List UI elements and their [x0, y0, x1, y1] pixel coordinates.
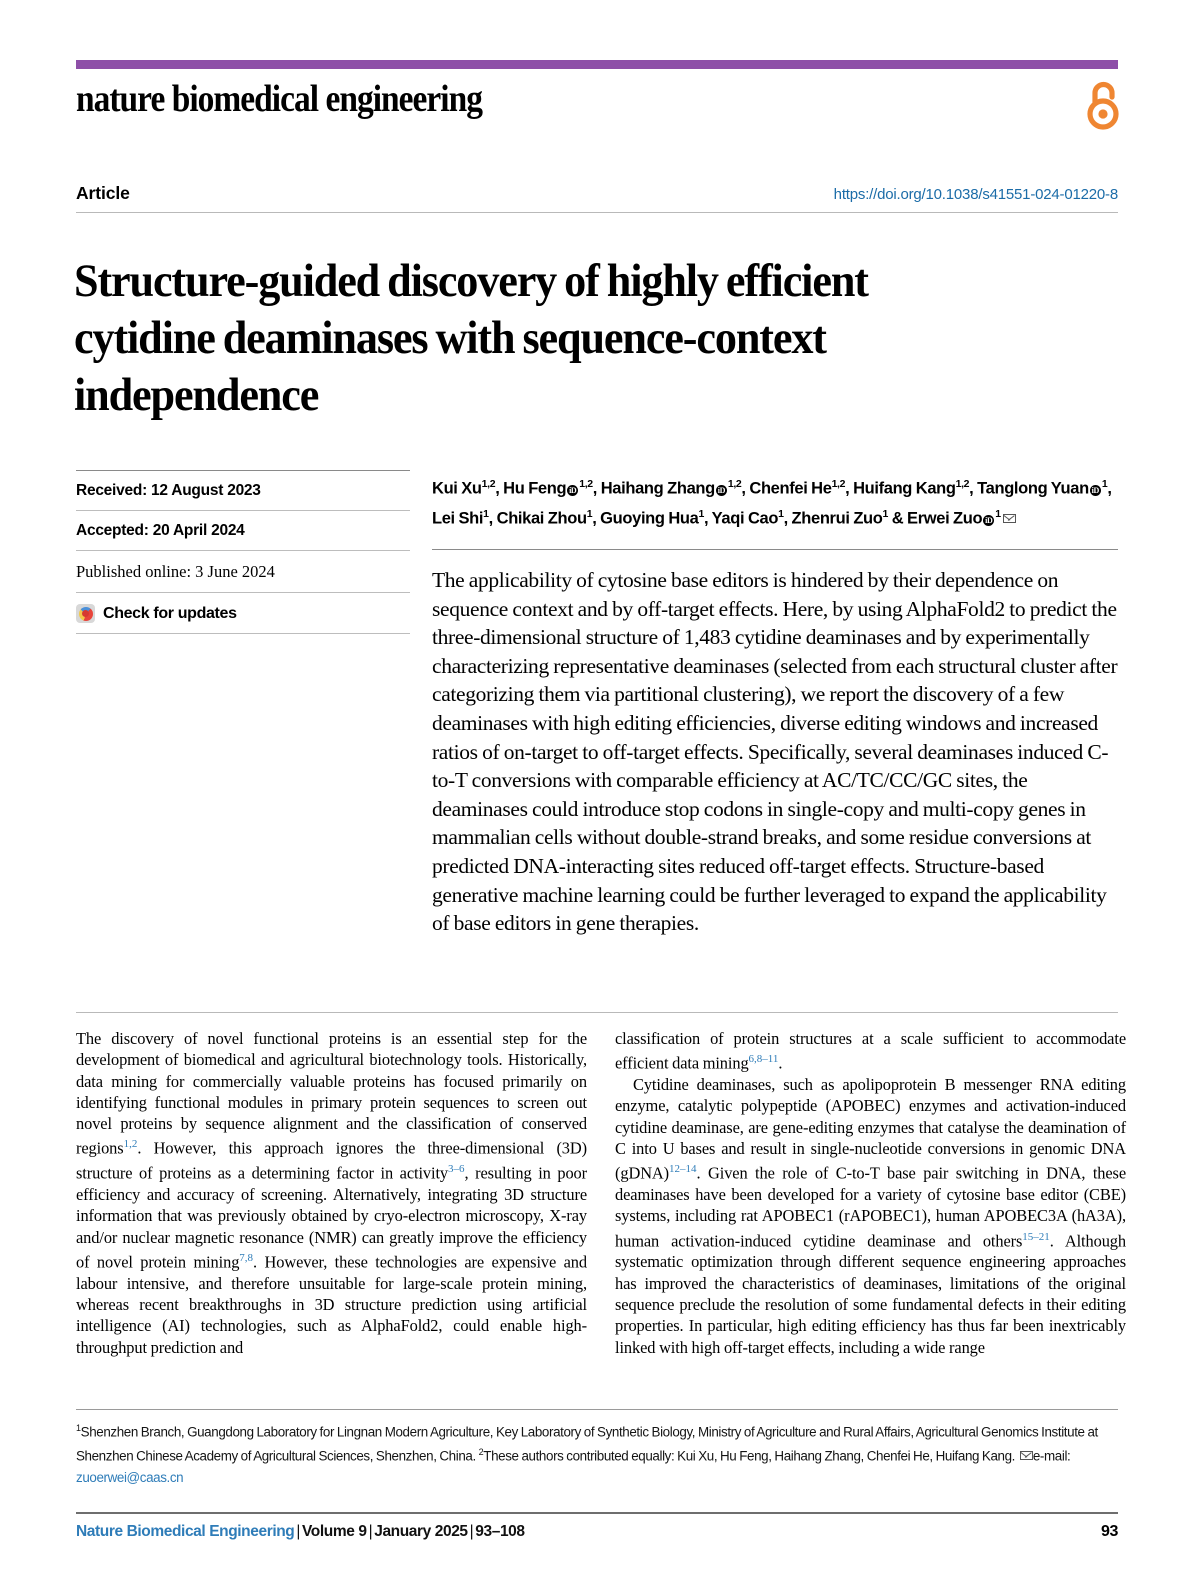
author-name: , Chenfei He — [741, 479, 832, 498]
paragraph-text: The discovery of novel functional proteins is an essential step for the development of biomedical and agricultural biotechnology tools. Historically, data mining for commercially valuable proteins has focused primarily on identifying functional modules in primary protein sequences to screen out novel proteins by sequence alignment and the classification of conserved regions — [76, 1029, 587, 1158]
check-for-updates-label: Check for updates — [103, 604, 237, 622]
citation-ref[interactable]: 15–21 — [1022, 1230, 1050, 1243]
author-affiliation-marker: 1,2 — [579, 478, 593, 490]
paragraph-text: . However, this approach ignores the three-dimensional (3D) structure of proteins as a determining factor in activity — [76, 1138, 587, 1183]
citation-ref[interactable]: 7,8 — [239, 1251, 254, 1264]
author-affiliation-marker: 1,2 — [955, 478, 970, 490]
envelope-icon — [1020, 1451, 1033, 1460]
footer-divider — [76, 1512, 1118, 1514]
abstract-text: The applicability of cytosine base editors is hindered by their dependence on sequence context and by off-target effects. Here, by using AlphaFold2 to predict the three-dimensional structure of 1,483 cytidine deaminases and by experimentally characterizing representative deaminases (selected from each structural cluster after categorizing them via partitional clustering), we report the discovery of a few deaminases with high editing efficiencies, diverse editing windows and increased ratios of on-target to off-target effects. Specifically, several deaminases induced C-to-T conversions with comparable efficiency at AC/TC/CC/GC sites, the deaminases could introduce stop codons in single-copy and multi-copy genes in mammalian cells without double-strand breaks, and some residue conversions at predicted DNA-interacting sites reduced off-target effects. Structure-based generative machine learning could be further leveraged to expand the applicability of base editors in gene therapies. — [432, 568, 1118, 936]
doi-link[interactable]: https://doi.org/10.1038/s41551-024-01220-8 — [833, 186, 1118, 203]
affiliations-block — [76, 1418, 1122, 1488]
affiliations-divider — [76, 1409, 1118, 1410]
paragraph-text: Cytidine deaminases, such as apolipoprotein B messenger RNA editing enzyme, catalytic polypeptide (APOBEC) enzymes and activation-induced cytidine deaminase, are gene-editing enzymes that catalyse the deamination of C into U bases and result in single-nucleotide conversions in genomic DNA (gDNA) — [615, 1075, 1126, 1183]
paragraph-text: . However, these technologies are expensive and labour intensive, and therefore unsuitable for large-scale protein mining, whereas recent breakthroughs in 3D structure prediction using artificial intelligence (AI) technologies, such as AlphaFold2, could enable high-throughput prediction and — [76, 1252, 587, 1357]
affiliation-marker: 1 — [76, 1423, 81, 1433]
citation-ref[interactable]: 3–6 — [448, 1163, 465, 1176]
author-name: Tanglong Yuan — [977, 479, 1089, 498]
orcid-icon[interactable]: iD — [717, 485, 726, 495]
author-name: , Chikai Zhou — [488, 509, 587, 528]
author-name: , Guoying Hua — [592, 509, 699, 528]
header-divider — [76, 212, 1118, 213]
author-affiliation-marker: 1 — [882, 508, 888, 520]
orcid-icon[interactable]: iD — [985, 515, 993, 525]
paragraph-text: . — [778, 1053, 783, 1073]
body-column-left — [76, 1028, 587, 1358]
author-name: , Hu Feng — [495, 479, 567, 498]
abstract-divider — [432, 549, 1118, 550]
affiliation-text: Shenzhen Branch, Guangdong Laboratory for Lingnan Modern Agriculture, Key Laboratory of Synthetic Biology, Ministry of Agriculture and Rural Affairs, Agricultural Genomics Institute at Shenzhen Chinese Academy of Agricultural Sciences, Shenzhen, China. — [76, 1424, 1098, 1464]
orcid-icon[interactable]: iD — [569, 485, 577, 495]
received-date: Received: 12 August 2023 — [76, 482, 261, 499]
author-name: , Zhenrui Zuo — [783, 509, 883, 528]
page-number: 93 — [1101, 1523, 1118, 1540]
paragraph-text: . Although systematic optimization through different sequence engineering approaches has improved the characteristics of deaminases, limitations of the original sequence preclude the resolution of some fundamental defects in their editing properties. In particular, high editing efficiency has thus far been inextricably linked with high off-target effects, including a wide range — [615, 1231, 1126, 1357]
paragraph-text: classification of protein structures at a scale sufficient to accommodate efficient data mining — [615, 1029, 1126, 1073]
journal-masthead-title: nature biomedical engineering — [76, 78, 483, 120]
author-affiliation-marker: 1,2 — [481, 478, 496, 490]
page-footer — [76, 1523, 1118, 1541]
email-link[interactable]: zuoerwei@caas.cn — [76, 1469, 184, 1485]
citation-ref[interactable]: 1,2 — [123, 1138, 138, 1151]
envelope-icon[interactable] — [1003, 514, 1016, 523]
author-name: & Erwei Zuo — [891, 509, 983, 528]
footer-citation: Nature Biomedical Engineering | Volume 9 | January 2025 | 93–108 — [76, 1523, 525, 1540]
author-name: , Lei Shi — [432, 479, 1112, 528]
citation-ref[interactable]: 12–14 — [669, 1163, 697, 1176]
author-affiliation-marker: 1 — [483, 508, 489, 520]
footer-journal-name: Nature Biomedical Engineering — [76, 1523, 295, 1540]
affiliation-marker: 2 — [478, 1447, 484, 1458]
paragraph — [615, 1074, 1126, 1358]
article-header-row — [76, 183, 1118, 204]
author-name: Kui Xu — [432, 479, 482, 498]
author-affiliation-marker: 1 — [586, 508, 593, 520]
author-name: , Haihang Zhang — [592, 479, 715, 498]
body-divider — [76, 1012, 1118, 1013]
author-name: , Huifang Kang — [845, 479, 956, 498]
author-affiliation-marker: 1 — [698, 508, 704, 520]
paragraph-text: . Given the role of C-to-T base pair switching in DNA, these deaminases have been developed for a variety of cytosine base editor (CBE) systems, including rat APOBEC1 (rAPOBEC1), human APOBEC3A (hA3A), human activation-induced cytidine deaminase and others — [615, 1163, 1126, 1251]
email-label: e-mail: — [1032, 1448, 1071, 1464]
check-for-updates-button[interactable] — [76, 593, 410, 633]
published-date: Published online: 3 June 2024 — [76, 562, 275, 581]
paragraph-text: , resulting in poor efficiency and accuracy of screening. Alternatively, integrating 3D structure information that was previously obtained by cryo-electron microscopy, X-ray and/or nuclear magnetic resonance (NMR) can greatly improve the efficiency of novel protein mining — [76, 1163, 588, 1272]
publication-dates-panel — [76, 470, 410, 634]
page-title: Structure-guided discovery of highly efficient cytidine deaminases with sequence-context independence — [74, 255, 868, 422]
author-affiliation-marker: 1 — [995, 508, 1001, 520]
footer-volume: Volume 9 — [302, 1523, 367, 1540]
body-columns — [76, 1028, 1126, 1358]
authors-and-abstract — [432, 472, 1118, 938]
orcid-icon[interactable]: iD — [1091, 485, 1099, 495]
open-access-lock-icon — [1082, 80, 1124, 132]
author-name: , Yaqi Cao — [704, 509, 779, 528]
footer-page-range: 93–108 — [475, 1523, 525, 1540]
paragraph — [76, 1028, 587, 1358]
author-list: Kui Xu$^{1,2}$, Hu Feng iD $^{1,2}$, Haihang Zhang iD $^{1,2}$, Chenfei He$^{1,2}$, Huifang Kang$^{1,2}$, Tanglong Yuan iD $^1$, Lei Shi$^1$, Chikai Zhou$^1$, Guoying Hua$^1$, Yaqi Cao$^1$, Zhenrui Zuo$^1$ & Erwei Zuo iD $^1$ — [432, 478, 1112, 528]
footer-issue-date: January 2025 — [374, 1523, 468, 1540]
article-type-label: Article — [76, 183, 130, 203]
masthead-accent-bar — [76, 60, 1118, 69]
author-affiliation-marker: 1 — [1101, 478, 1108, 490]
meta-divider-4 — [76, 633, 410, 634]
author-affiliation-marker: 1,2 — [831, 478, 846, 490]
paragraph — [615, 1028, 1126, 1074]
accepted-date: Accepted: 20 April 2024 — [76, 522, 245, 539]
crossmark-badge-icon — [76, 604, 95, 623]
body-column-right — [615, 1028, 1126, 1358]
author-affiliation-marker: 1 — [778, 508, 784, 520]
citation-ref[interactable]: 6,8–11 — [748, 1053, 779, 1066]
author-affiliation-marker: 1,2 — [727, 478, 742, 490]
equal-contribution-text: These authors contributed equally: Kui Xu, Hu Feng, Haihang Zhang, Chenfei He, Huifang Kang. — [483, 1448, 1018, 1464]
